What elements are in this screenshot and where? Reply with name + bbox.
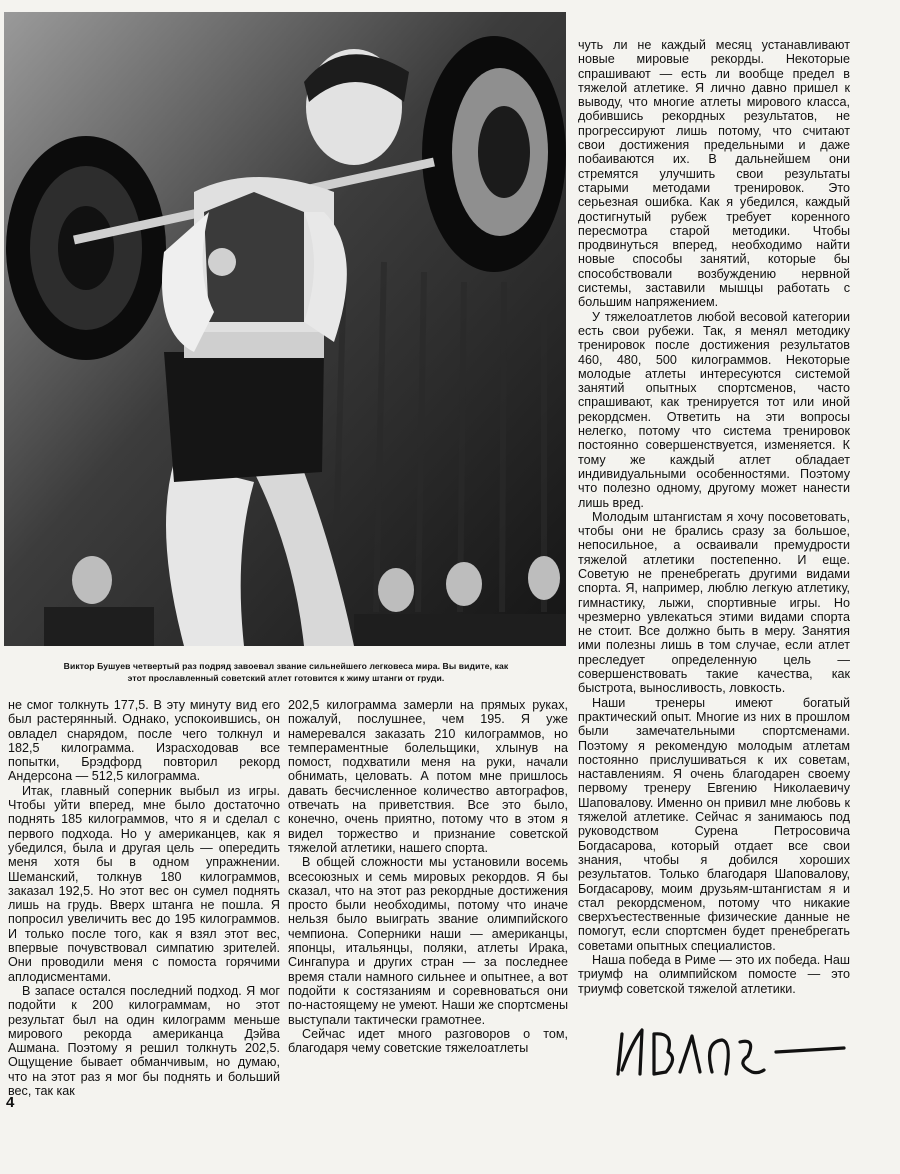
text-column-2	[288, 698, 568, 1055]
text-column-3	[578, 38, 850, 996]
paragraph: не смог толкнуть 177,5. В эту минуту вид его был растерянный. Однако, успокоившись, он овладел снарядом, после чего толкнул и 182,5 килограмма. Израсходовав все попытки, Брэдфорд повторил рекорд Андерсона — 512,5 килограмма.	[8, 698, 280, 784]
weightlifter-photo-icon	[4, 12, 566, 646]
paragraph: В запасе остался последний подход. Я мог подойти к 200 килограммам, но этот результат был на один килограмм меньше мирового рекорда американца Дэйва Ашмана. Поэтому я решил толкнуть 202,5. Ощущение бывает обманчивым, но думаю, что на этот раз я мог бы поднять и больший вес, так как	[8, 983, 280, 1099]
paragraph: Наши тренеры имеют богатый практический опыт. Многие из них в прошлом были замечательными спортсменами. Поэтому я рекомендую молодым атлетам постоянно прислушиваться к их советам, наставлениям. Я очень благодарен своему первому тренеру Евгению Николаевичу Шаповалову. Именно он привил мне любовь к тяжелой атлетике. Сейчас я занимаюсь под руководством Сурена Петросовича Богдасарова, который отдает все свои знания, чтобы я добился хороших результатов. Только благодаря Шаповалову, Богдасарову, моим друзьям-штангистам я и стал рекордсменом, потому что никакие сверхъестественные физические данные не помогут, если спортсмен будет пренебрегать советами опытных специалистов.	[578, 695, 850, 953]
handwritten-signature-icon	[608, 1012, 848, 1087]
page-number: 4	[6, 1094, 15, 1111]
paragraph: Молодым штангистам я хочу посоветовать, чтобы они не брались сразу за большое, непосильное, а осваивали премудрости тяжелой атлетики постепенно. И еще. Советую не пренебрегать другими видами спорта. Я, например, люблю легкую атлетику, гимнастику, лыжи, спортивные игры. Но чрезмерно увлекаться этими видами спорта не стоит. Все должно быть в меру. Занятия ими полезны лишь в том случае, если атлет преследует определенную цель — совершенствовать такие качества, как быстрота, выносливость, ловкость.	[578, 509, 850, 696]
paragraph: Сейчас идет много разговоров о том, благодаря чему советские тяжелоатлеты	[288, 1026, 568, 1056]
paragraph: У тяжелоатлетов любой весовой категории есть свои рубежи. Так, я менял методику тренировок после достижения результатов 460, 480, 500 килограммов. Некоторые молодые атлеты интересуются системой занятий опытных спортсменов, часто спрашивают, как тренируется тот или иной рекордсмен. Ответить на эти вопросы нелегко, потому что система тренировок постоянно совершенствуется, изменяется. К тому же каждый атлет обладает индивидуальными особенностями. Поэтому что полезно одному, другому может нанести лишь вред.	[578, 309, 850, 510]
paragraph: Итак, главный соперник выбыл из игры. Чтобы уйти вперед, мне было достаточно поднять 185 килограммов, что я и сделал с первого подхода. Но у американцев, как я убедился, была и другая цель — опередить меня хотя бы в одном упражнении. Шеманский, толкнув 180 килограммов, заказал 192,5. Но этот вес он сумел поднять лишь на грудь. Вверх штанга не пошла. Я попросил увеличить вес до 195 килограммов. И только после того, как я взял этот вес, впервые почувствовал симпатию зрителей. Они проводили меня с помоста горячими аплодисментами.	[8, 783, 280, 984]
paragraph: чуть ли не каждый месяц устанавливают новые мировые рекорды. Некоторые спрашивают — есть ли вообще предел в тяжелой атлетике. Я лично давно пришел к выводу, что многие атлеты мирового класса, добившись рекордных результатов, не прогрессируют лишь потому, что считают свои достижения предельными и даже побаиваются их. В дальнейшем они стремятся улучшить свои результаты старыми методами тренировок. Это серьезная ошибка. Как я убедился, каждый достигнутый рубеж требует коренного пересмотра старой методики. Чтобы продвинуться вперед, необходимо найти новые способы занятий, которые бы способствовали возбуждению нервной системы, заставили мышцы работать с большим напряжением.	[578, 38, 850, 310]
text-column-1	[8, 698, 280, 1098]
weightlifter-photo	[4, 12, 566, 646]
caption-line-1: Виктор Бушуев четвертый раз подряд завоевал звание сильнейшего легковеса мира. Вы видите, как	[63, 661, 509, 671]
photo-caption	[6, 660, 566, 684]
caption-line-2: этот прославленный советский атлет готовится к жиму штанги от груди.	[127, 673, 445, 683]
paragraph: 202,5 килограмма замерли на прямых руках, пожалуй, послушнее, чем 195. Я уже намеревался заказать 210 килограммов, но темпераментные болельщики, хлынув на помост, подхватили меня на руки, начали обнимать, целовать. А потом мне пришлось давать бесчисленное количество автографов, отвечать на приветствия. Все это было, конечно, очень приятно, потому что в этом я видел торжество и признание советской тяжелой атлетики, нашего спорта.	[288, 698, 568, 855]
paragraph: Наша победа в Риме — это их победа. Наш триумф на олимпийском помосте — это триумф советской тяжелой атлетики.	[578, 953, 850, 996]
paragraph: В общей сложности мы установили восемь всесоюзных и семь мировых рекордов. Я бы сказал, что на этот раз рекордные достижения просто были необходимы, потому что иначе нельзя было выиграть звание олимпийского чемпиона. Соперники наши — американцы, японцы, итальянцы, поляки, атлеты Ирака, Сингапура и других стран — за последнее время стали намного сильнее и опытнее, а вот подойти к состязаниям и соревноваться они по-настоящему не умеют. Наши же спортсмены выступали тактически грамотнее.	[288, 855, 568, 1027]
